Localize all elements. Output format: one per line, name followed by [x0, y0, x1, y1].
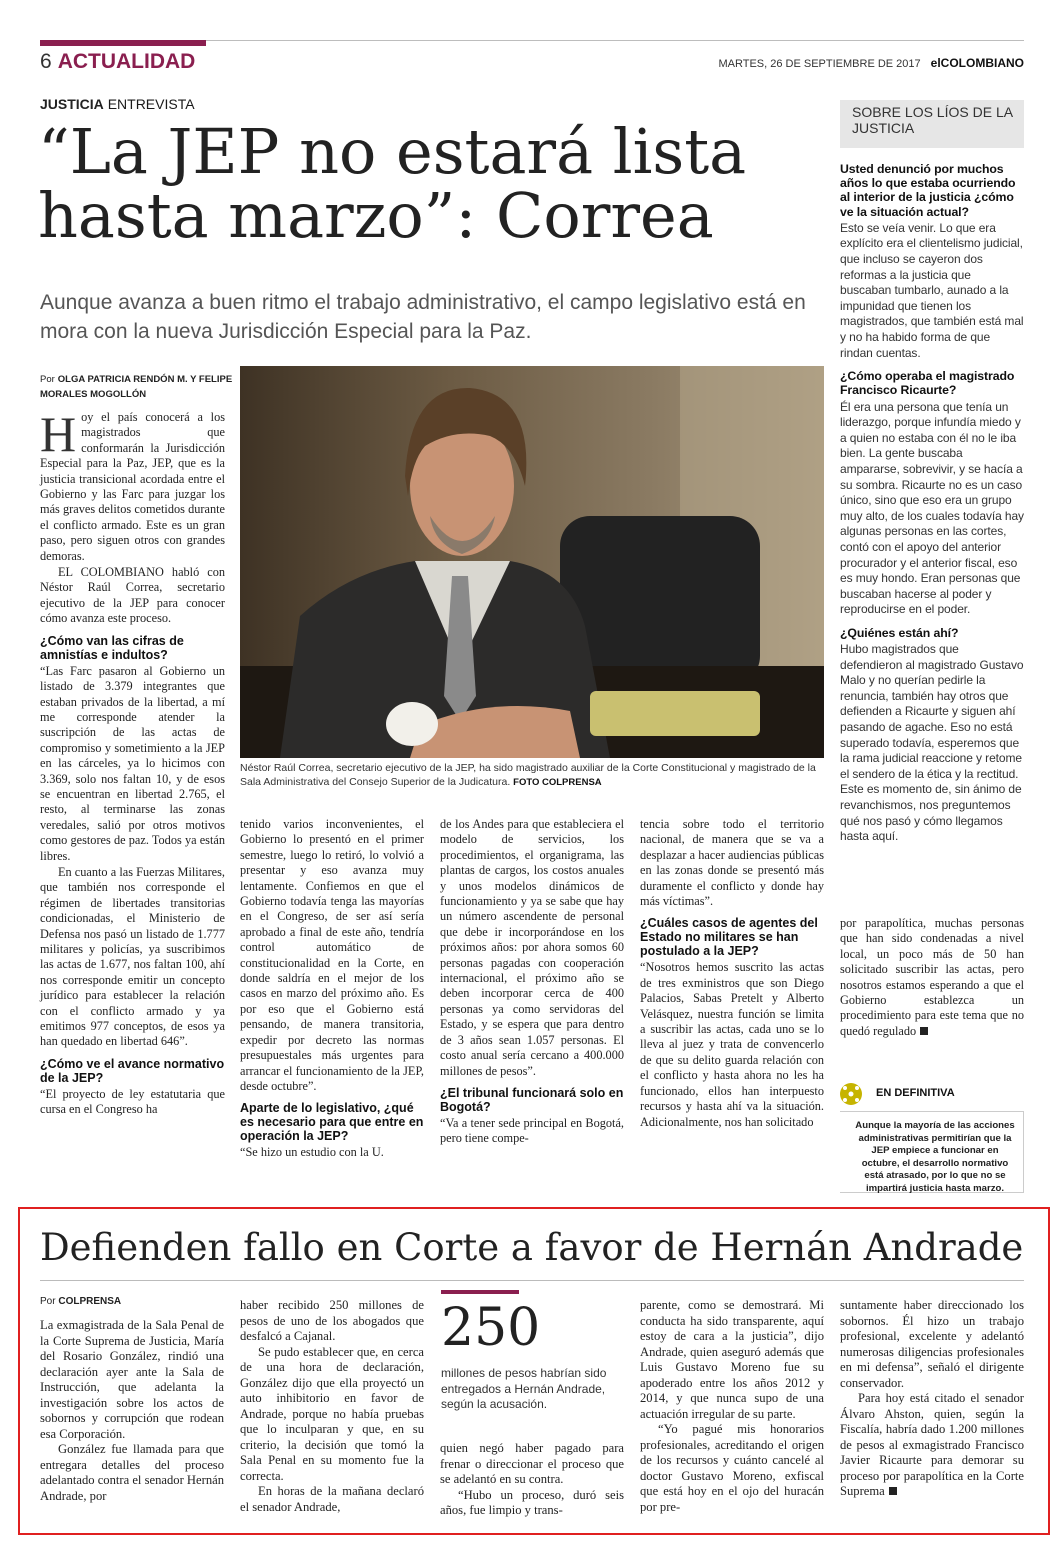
- sidebar-question: ¿Cómo operaba el magistrado Francisco Ricaurte?: [840, 369, 1015, 398]
- paragraph: tencia sobre todo el territorio nacional, de manera que se va a desplazar a hacer audiencias públicas en las zonas donde se presentó más duramente el conflicto y donde hay más víctimas”.: [640, 817, 824, 909]
- article-column-5: [840, 916, 1024, 1040]
- sidebar-title: SOBRE LOS LÍOS DE LA JUSTICIA: [852, 104, 1013, 136]
- byline: [40, 372, 240, 402]
- sidebar-answer: Él era una persona que tenía un liderazgo, porque infundía miedo y a quien no estaba con él no le iba bien. La gente buscaba ampararse, sobrevivir, y se hacía a su sombra. Ricaurte no es un caso único, sino que eso era un grupo muy alto, de los cuales todavía hay algunas personas en las cortes, contó con el apoyo del anterior procurador y el anterior fiscal, eso es muy hondo. Eran personas que buscaban hacerse al poder y reproducirse en el poder.: [840, 399, 1024, 617]
- newspaper-name: elCOLOMBIANO: [930, 56, 1024, 70]
- article2-column-2: [240, 1298, 424, 1515]
- paragraph: tenido varios inconvenientes, el Gobierno lo presentó en el primer semestre, luego lo retiró, lo volvió a presentar y eso avanza muy lentamente. Confiemos en que el Gobierno todavía tenga las mayorías en el Congreso, de ser así sería aprobado a final de este año, tendría control automático de constitucionalidad en la Corte, en donde saldría en el mejor de los casos en marzo del próximo año. Es por eso que el Gobierno está pensando, de manera transitoria, expedir por decreto las normas presupuestales más urgentes para arrancar el funcionamiento de la JEP, desde octubre”.: [240, 817, 424, 1093]
- article2-byline: [40, 1296, 121, 1307]
- article-column-2: [240, 817, 424, 1162]
- paragraph: En cuanto a las Fuerzas Militares, que también nos corresponde el régimen de libertades transitorias condicionadas, el Ministerio de Defensa nos pasó un listado de 1.777 militares y policías, ya suscribimos las actas de 1.677, nos faltan 100, ahí nos corresponde emitir un concepto jurídico para establecer la relación con el conflicto armado y ya emitimos 977 conceptos, de esos ya han quedado en libertad 646”.: [40, 864, 225, 1049]
- drop-cap: H: [40, 406, 77, 462]
- paragraph: EL COLOMBIANO habló con Néstor Raúl Correa, secretario ejecutivo de la JEP para conocer cómo avanza este proceso.: [40, 565, 225, 626]
- article2-headline: Defienden fallo en Corte a favor de Hernán Andrade: [40, 1226, 1024, 1269]
- question: ¿Cómo van las cifras de amnistías e indultos?: [40, 633, 184, 662]
- page-number: 6: [40, 50, 52, 73]
- end-mark: [920, 1027, 928, 1035]
- sidebar-interview: [840, 162, 1024, 845]
- sidebar-answer: Hubo magistrados que defendieron al magistrado Gustavo Malo y no querían pedirle la renuncia, también hay otros que defienden a Ricaurte y siguen ahí pasando de agache. Eso no está superado todavía, esperemos que la rama judicial reaccione y retome el sendero de la ética y la rectitud. Este es momento de, sin ánimo de revanchismos, nos preguntemos qué nos pasó y cómo llegamos hasta aquí.: [840, 642, 1024, 844]
- byline-por: Por: [40, 374, 55, 385]
- paragraph: quien negó haber pagado para frenar o direccionar el proceso que se adelantó en su contra.: [440, 1441, 624, 1486]
- section-color-bar: [40, 40, 206, 46]
- byline-name: COLPRENSA: [58, 1296, 122, 1307]
- paragraph: En horas de la mañana declaró el senador Andrade,: [240, 1484, 424, 1514]
- article2-column-1: [40, 1318, 224, 1504]
- paragraph: suntamente haber direccionado los sobornos. Él hizo un trabajo profesional, excelente y adelantó numerosas diligencias profesionales en mi defensa”, señaló el dirigente conservador.: [840, 1298, 1024, 1390]
- sidebar-question: Usted denunció por muchos años lo que estaba ocurriendo al interior de la justicia ¿cómo ve la situación actual?: [840, 162, 1016, 219]
- en-definitiva-icon: [840, 1083, 862, 1105]
- dateline: [719, 56, 1025, 70]
- paragraph: “Nosotros hemos suscrito las actas de tres exministros que son Diego Palacios, Sabas Pretelt y Alberto Velásquez, nuestra función se limita a suscribir las actas, cada uno se lo lleva al juez y trata de convencerlo de que su delito guarda relación con el conflicto y hasta ahora no les ha funcionado, ellos han interpuesto recursos y hasta ahí va la situación. Adicionalmente, nos han solicitado: [640, 960, 824, 1129]
- article-column-3: [440, 817, 624, 1148]
- photo-caption: [240, 761, 824, 790]
- kicker-section: JUSTICIA: [40, 96, 104, 112]
- key-icon: [840, 1083, 862, 1105]
- paragraph: “Va a tener sede principal en Bogotá, pero tiene compe-: [440, 1115, 624, 1146]
- end-mark: [889, 1487, 897, 1495]
- article2-column-5: [840, 1298, 1024, 1500]
- highlight-text: millones de pesos habrían sido entregados a Hernán Andrade, según la acusación.: [441, 1366, 607, 1411]
- article-column-1: [40, 406, 225, 1119]
- article-column-4: [640, 817, 824, 1131]
- paragraph: haber recibido 250 millones de pesos de uno de los abogados que desfalcó a Cajanal.: [240, 1298, 424, 1343]
- section-name: ACTUALIDAD: [57, 50, 196, 73]
- paragraph: oy el país conocerá a los magistrados que conformarán la Jurisdicción Especial para la Paz, JEP, que es la justicia transicional acordada entre el Gobierno y las Farc para juzgar los más graves delitos cometidos durante el conflicto armado. Este es un gran paso, pero siguen otros con grandes demoras.: [40, 410, 225, 563]
- kicker: [40, 96, 195, 112]
- photo-credit: FOTO COLPRENSA: [513, 777, 602, 788]
- paragraph: “Las Farc pasaron al Gobierno un listado de 3.379 integrantes que estaban privados de la libertad, a mí me corresponde atender la suscripción de las actas de compromiso y sometimiento a la JEP en las cárceles, ya lo hicimos con 3.369, solo nos faltan 10, y de esos se encuentran en libertad 2.765, el resto, al terminarse las zonas veredales, salió por otros motivos como gestores de paz. Todos ya están libres.: [40, 663, 225, 863]
- headline: “La JEP no estará lista hasta marzo”: Correa: [38, 115, 747, 252]
- byline-por: Por: [40, 1296, 56, 1307]
- photo-illustration: [240, 366, 824, 758]
- article2-column-3: [440, 1441, 624, 1519]
- question: Aparte de lo legislativo, ¿qué es necesario para que entre en operación la JEP?: [240, 1101, 424, 1144]
- kicker-type: ENTREVISTA: [107, 96, 195, 112]
- paragraph: La exmagistrada de la Sala Penal de la Corte Suprema de Justicia, María del Rosario González, rindió una declaración ayer ante la Sala de Instrucción, que adelanta la investigación sobre los actos de sobornos y corrupción que rodean esa Corporación.: [40, 1318, 224, 1441]
- sidebar-answer: Esto se veía venir. Lo que era explícito era el clientelismo judicial, que incluso se cayeron dos reformas a la justicia que buscaban tumbarlo, aunado a la impunidad que tienen los magistrados, que también está mal y no ha habido forma de que rindan cuentas.: [840, 220, 1024, 360]
- byline-names: OLGA PATRICIA RENDÓN M. Y FELIPE MORALES MOGOLLÓN: [40, 374, 233, 400]
- question: ¿El tribunal funcionará solo en Bogotá?: [440, 1085, 624, 1114]
- paragraph: González fue llamada para que entregara detalles del proceso adelantado contra el senador Hernán Andrade, por: [40, 1442, 224, 1503]
- highlight-number: 250: [441, 1298, 541, 1358]
- paragraph: parente, como se demostrará. Mi conducta ha sido transparente, aquí estoy de cara a la justicia”, dijo Andrade, quien aseguró además que Luis Gustavo Moreno fue su apoderado entre los años 2012 y 2014, y que nunca supo de una actuación irregular de su parte.: [640, 1298, 824, 1421]
- paragraph: Se pudo establecer que, en cerca de una hora de declaración, González dijo que ella proyectó un auto inhibitorio en favor de Andrade, porque no había pruebas que lo inculparan y que, en su criterio, la decisión que tomó la Sala Penal en su momento fue la correcta.: [240, 1344, 424, 1483]
- paragraph: por parapolítica, muchas personas que han sido condenadas a nivel local, un poco más de 50 han solicitado suscribir las actas, pero nosotros estamos esperando a que el Gobierno establezca un procedimiento para este tema que no quedó regulado: [840, 916, 1024, 1038]
- en-definitiva-text: Aunque la mayoría de las acciones administrativas permitirían que la JEP empiece a funcionar en octubre, el desarrollo normativo está atrasado, por lo que no se impartirá justicia hasta marzo.: [855, 1120, 1015, 1194]
- issue-date: MARTES, 26 DE SEPTIEMBRE DE 2017: [718, 58, 921, 70]
- caption-text: Néstor Raúl Correa, secretario ejecutivo de la JEP, ha sido magistrado auxiliar de la Corte Constitucional y magistrado de la Sala Administrativa del Consejo Superior de la Judicatura.: [240, 762, 816, 788]
- paragraph: de los Andes para que estableciera el modelo de servicios, los procedimientos, el organigrama, las plantas de cargos, los costos anuales y unos modelos dinámicos de funcionamiento y ya se sabe que hay un número ascendente de personal que debe ir incorporándose en los próximos años: por ahora somos 60 personas pagadas con cooperación internacional, el próximo año se deben incorporar cerca de 400 personas ya como servidoras del Estado, y se espera que para dentro de 3 años sean 1.057 personas. El costo anual sería cercano a 400.000 millones de pesos”.: [440, 817, 624, 1078]
- sidebar-question: ¿Quiénes están ahí?: [840, 625, 959, 640]
- en-definitiva-label: EN DEFINITIVA: [876, 1087, 955, 1099]
- paragraph: “Hubo un proceso, duró seis años, fue limpio y trans-: [440, 1487, 624, 1517]
- paragraph: “Yo pagué mis honorarios profesionales, acreditando el origen de los recursos y cuánto cancelé al doctor Gustavo Moreno, exfiscal que está hoy en el ojo del huracán por pre-: [640, 1422, 824, 1514]
- highlight-bar: [441, 1290, 519, 1294]
- paragraph: “El proyecto de ley estatutaria que cursa en el Congreso ha: [40, 1086, 225, 1117]
- portrait-photo: [240, 366, 824, 758]
- question: ¿Cuáles casos de agentes del Estado no militares se han postulado a la JEP?: [640, 916, 818, 959]
- paragraph: Para hoy está citado el senador Álvaro Ahston, quien, según la Fiscalía, habría dado 1.200 millones de pesos al exmagistrado Francisco Javier Ricaurte para demorar su proceso por parapolítica en la Corte Suprema: [840, 1391, 1024, 1498]
- deck: Aunque avanza a buen ritmo el trabajo administrativo, el campo legislativo está en mora con la nueva Jurisdicción Especial para la Paz.: [40, 291, 806, 343]
- paragraph: “Se hizo un estudio con la U.: [240, 1145, 384, 1160]
- page-header: [40, 50, 195, 74]
- question: ¿Cómo ve el avance normativo de la JEP?: [40, 1056, 225, 1085]
- divider: [40, 1280, 1024, 1281]
- article2-column-4: [640, 1298, 824, 1515]
